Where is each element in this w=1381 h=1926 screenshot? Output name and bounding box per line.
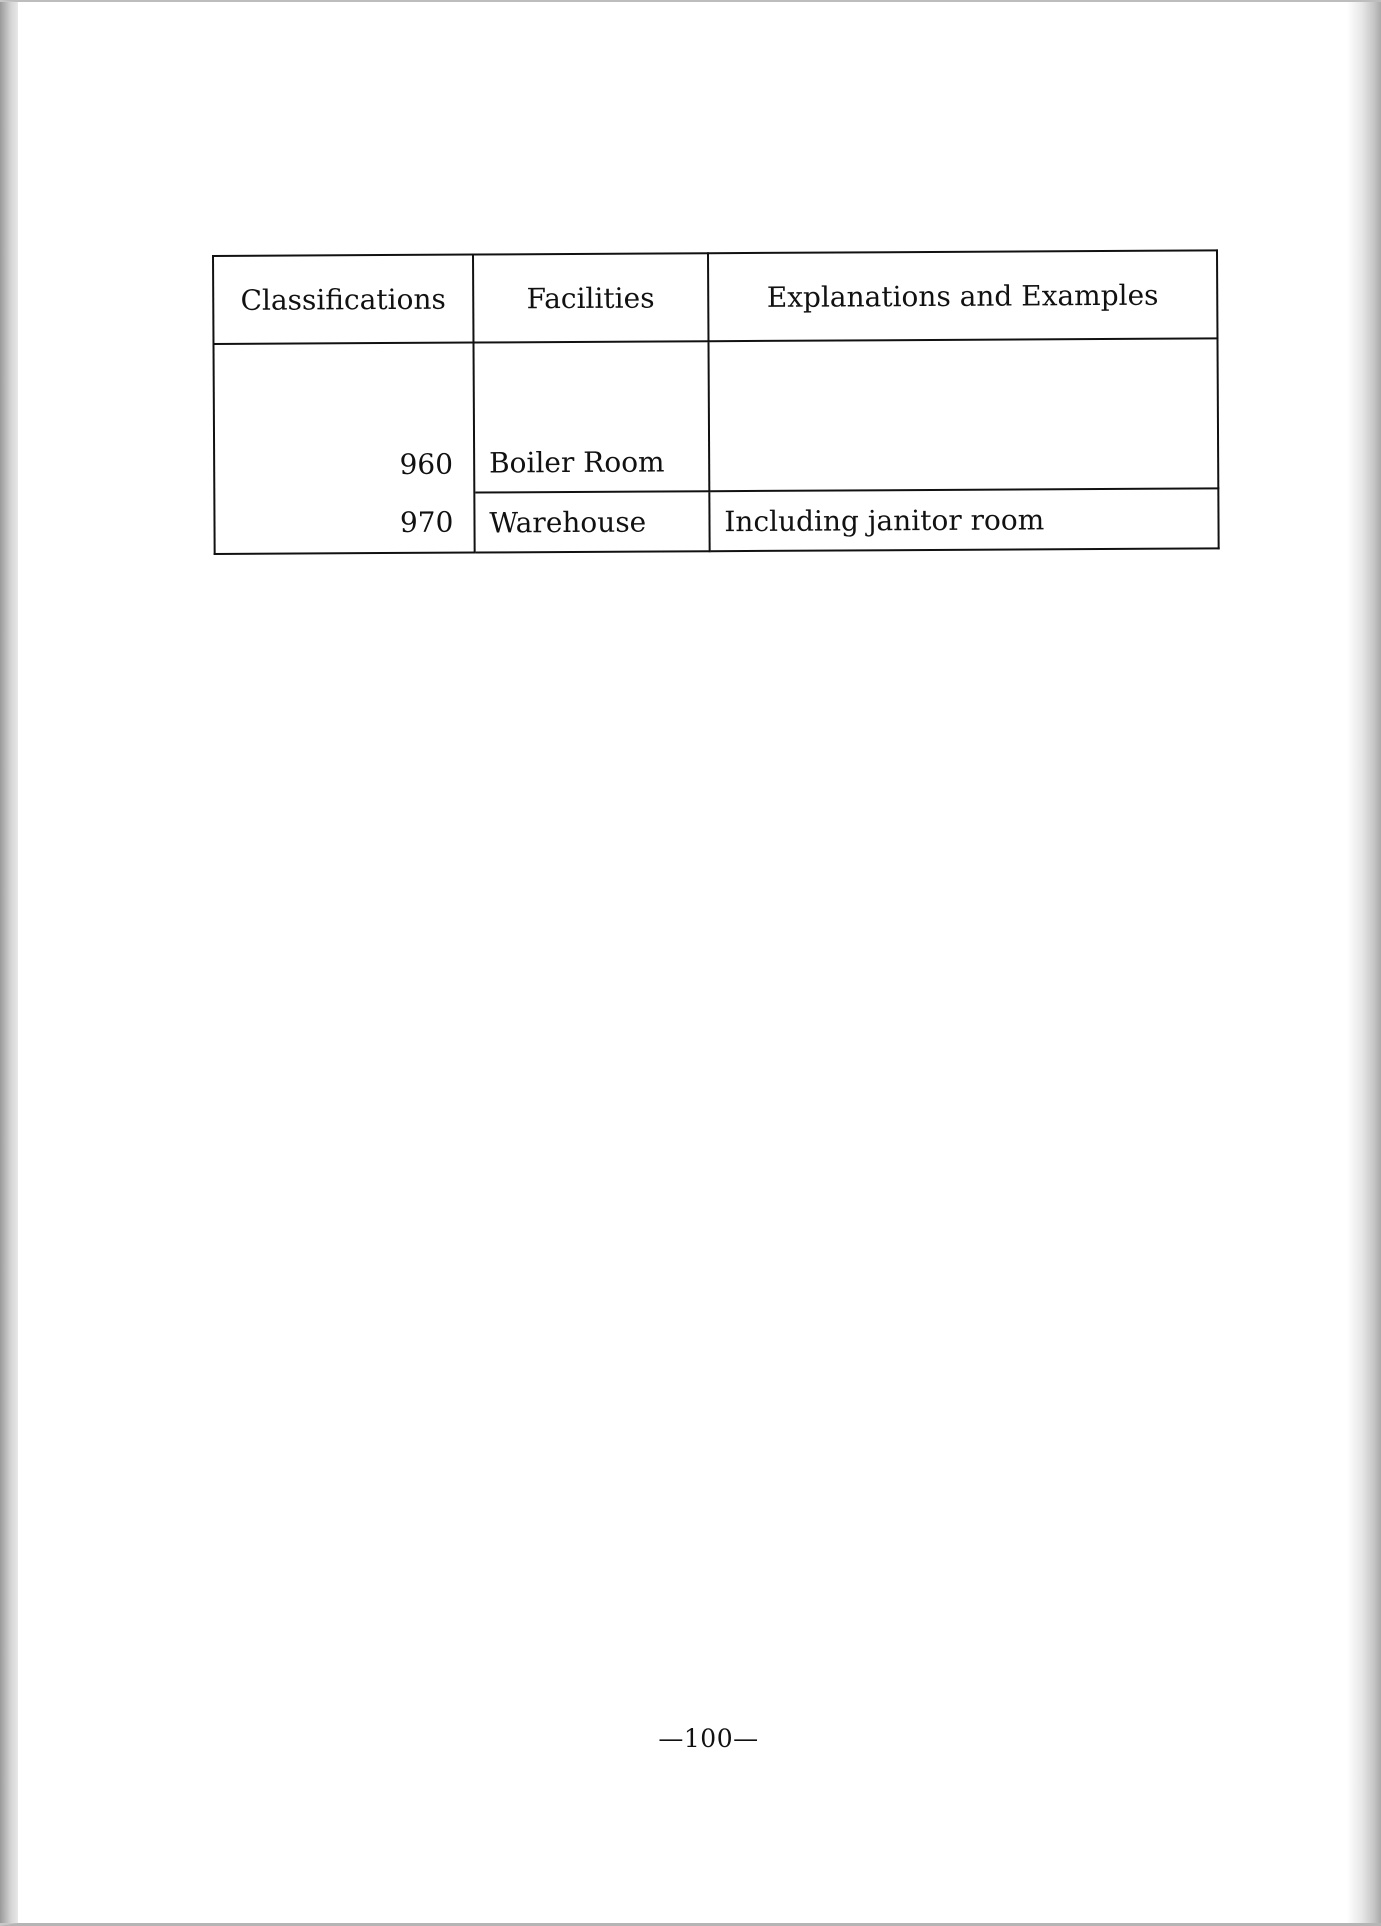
- classification-code: 960: [213, 343, 474, 494]
- page-number: —100—: [658, 1724, 759, 1753]
- facility-explanation: Including janitor room: [709, 488, 1219, 551]
- table-row: [213, 338, 1218, 494]
- header-classifications: Classifications: [213, 255, 473, 344]
- facility-name: Warehouse: [474, 491, 709, 552]
- table-header-row: [213, 250, 1217, 344]
- facility-explanation: [708, 338, 1218, 491]
- table-row: [214, 488, 1218, 554]
- header-explanations: Explanations and Examples: [708, 250, 1218, 341]
- facilities-table: [212, 249, 1220, 555]
- classification-code: 970: [214, 493, 474, 554]
- header-facilities: Facilities: [473, 253, 708, 342]
- facility-name: Boiler Room: [473, 341, 709, 492]
